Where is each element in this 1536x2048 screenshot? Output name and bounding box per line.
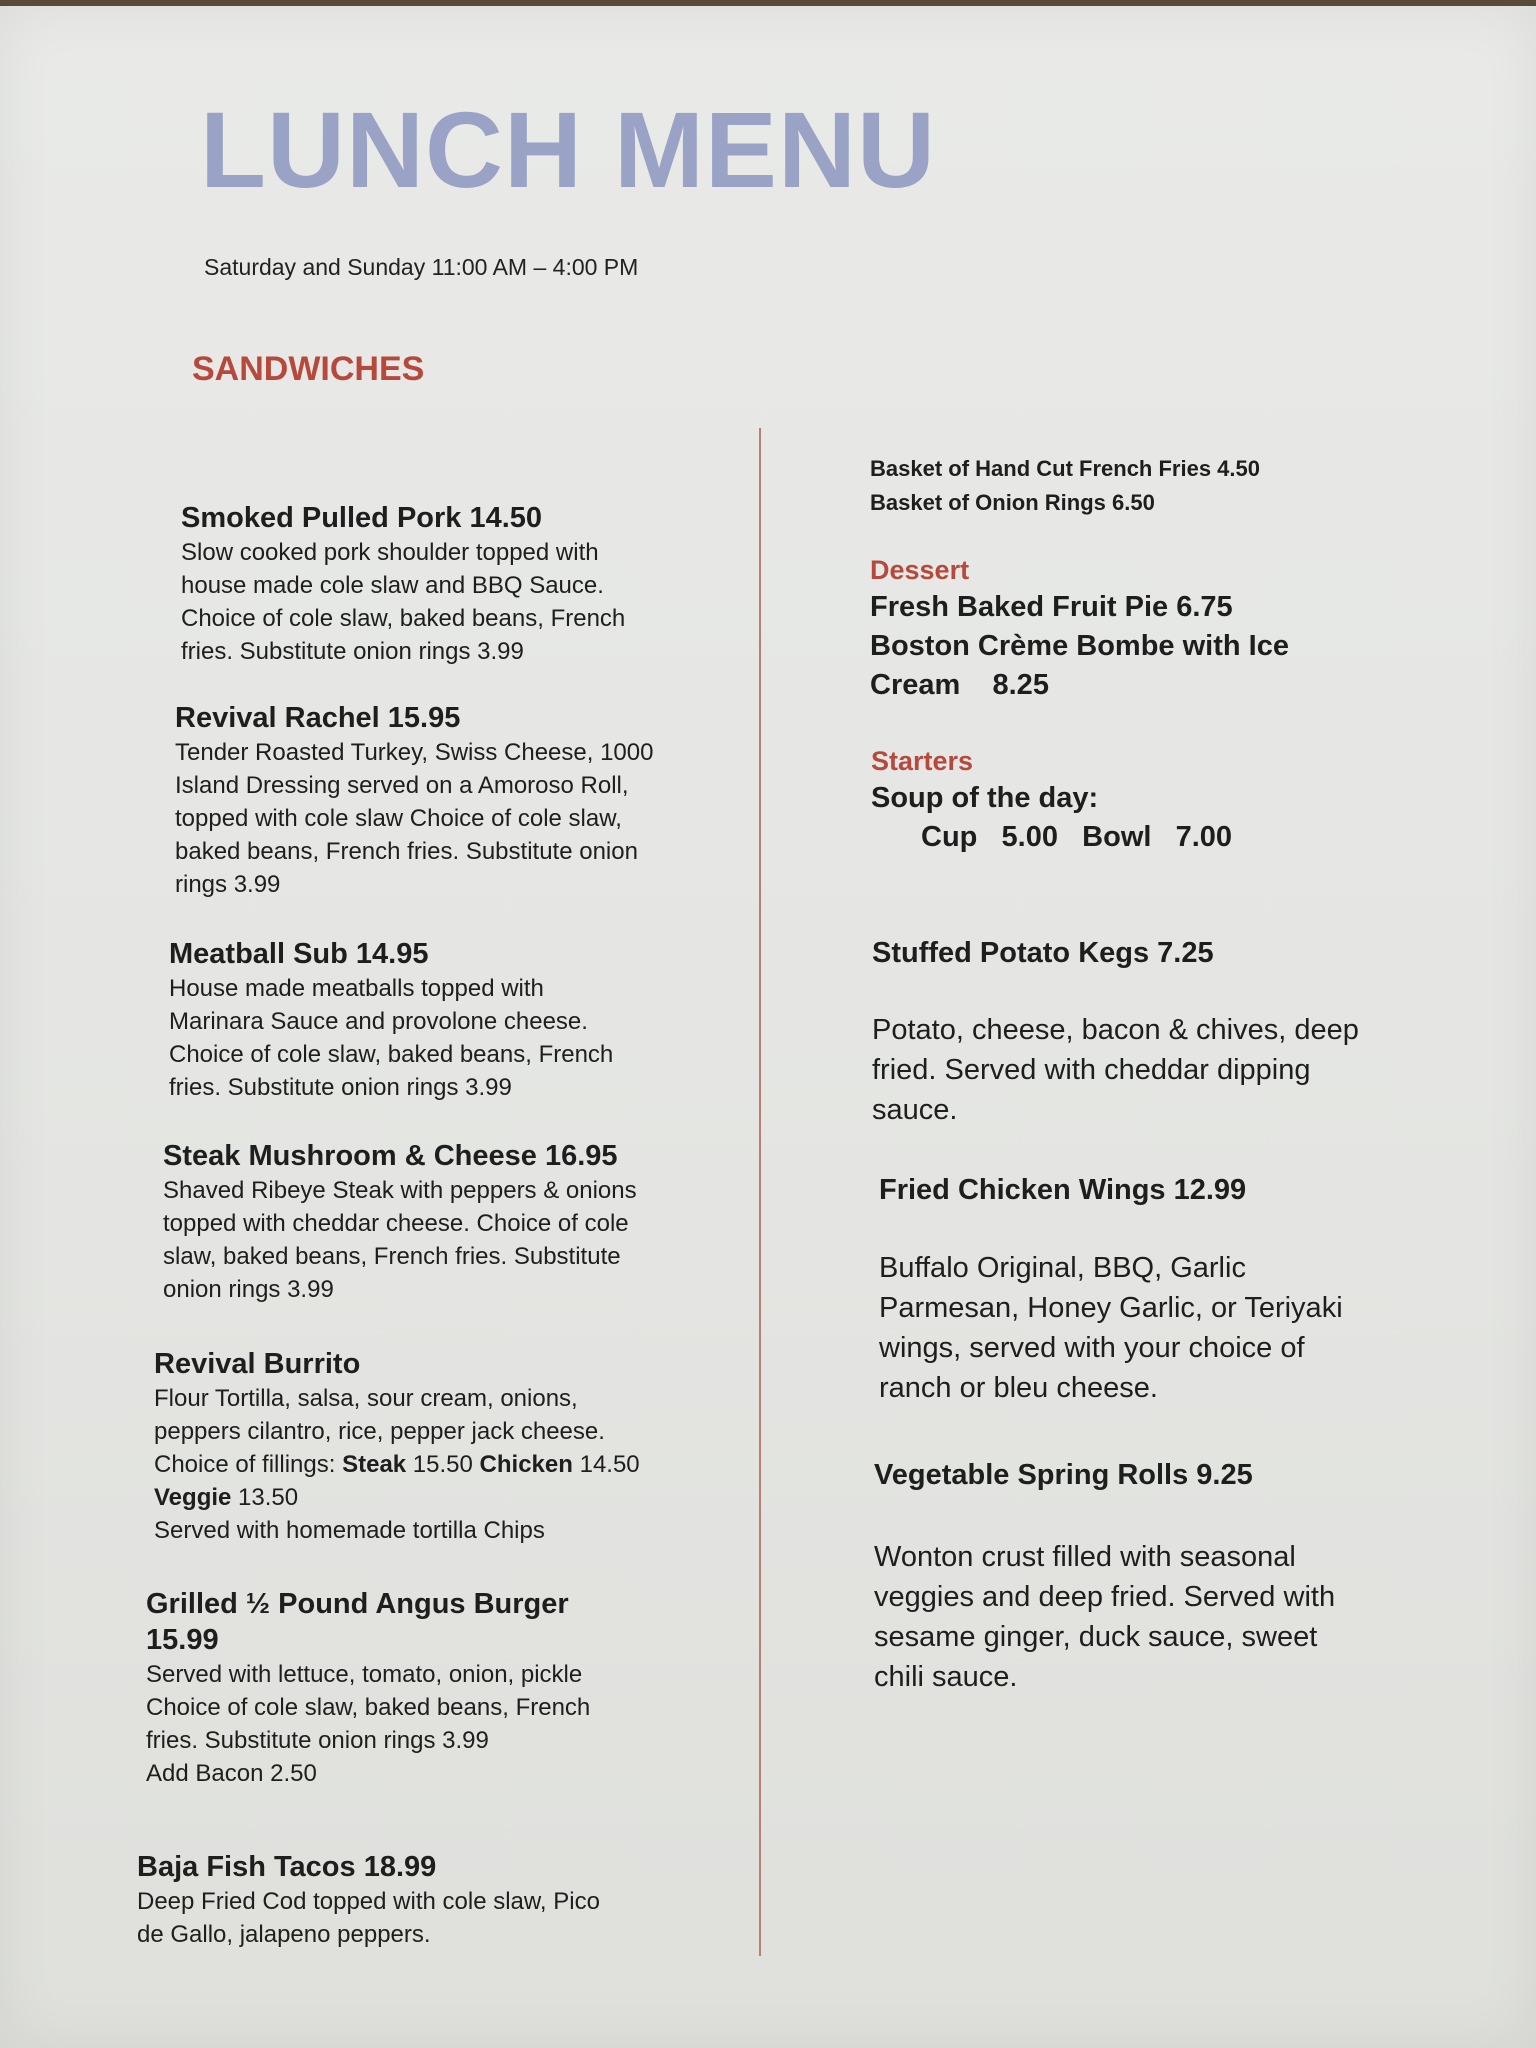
- desc-line: Marinara Sauce and provolone cheese.: [169, 1008, 588, 1035]
- item-description: [879, 1248, 1343, 1408]
- desc-line: Add Bacon 2.50: [146, 1760, 317, 1787]
- menu-item-revival-burrito: [154, 1346, 640, 1547]
- dessert-bombe: Boston Crème Bombe with Ice: [870, 630, 1289, 662]
- desc-line: Served with homemade tortilla Chips: [154, 1517, 545, 1544]
- soup-prices: Cup 5.00 Bowl 7.00: [921, 821, 1233, 853]
- fillings-prefix: Choice of fillings:: [154, 1451, 343, 1478]
- desc-line: baked beans, French fries. Substitute onion: [175, 838, 638, 865]
- filling-steak-price: 15.50: [406, 1451, 480, 1478]
- desc-line: peppers cilantro, rice, pepper jack cheese.: [154, 1418, 605, 1445]
- item-description: [169, 972, 613, 1104]
- desc-line: Choice of cole slaw, baked beans, French: [169, 1041, 614, 1068]
- filling-chicken-price: 14.50: [572, 1451, 640, 1478]
- desc-line: sesame ginger, duck sauce, sweet: [874, 1621, 1318, 1653]
- filling-steak-label: Steak: [342, 1451, 407, 1478]
- menu-title: LUNCH MENU: [200, 89, 936, 210]
- dessert-block: [870, 552, 1289, 705]
- soup-label: Soup of the day:: [871, 782, 1099, 814]
- menu-item-steak-mushroom-cheese: [163, 1138, 637, 1306]
- desc-line: Tender Roasted Turkey, Swiss Cheese, 1000: [175, 739, 654, 766]
- desc-line: Wonton crust filled with seasonal: [874, 1541, 1296, 1573]
- desc-line: Served with lettuce, tomato, onion, pickle: [146, 1661, 583, 1688]
- sides-block: [870, 452, 1260, 520]
- menu-item-revival-rachel: [175, 700, 653, 901]
- column-divider: [759, 428, 761, 1956]
- side-fries: Basket of Hand Cut French Fries 4.50: [870, 456, 1260, 481]
- desc-line: House made meatballs topped with: [169, 975, 544, 1002]
- desc-line: topped with cheddar cheese. Choice of cole: [163, 1210, 629, 1237]
- starter-chicken-wings: [879, 1171, 1343, 1408]
- desc-line: chili sauce.: [874, 1661, 1018, 1693]
- item-name: Fried Chicken Wings 12.99: [879, 1174, 1247, 1206]
- desc-line: rings 3.99: [175, 871, 281, 898]
- menu-item-baja-fish-tacos: [137, 1849, 600, 1951]
- item-description: [175, 736, 653, 901]
- item-name: Smoked Pulled Pork 14.50: [181, 502, 543, 534]
- item-name: Revival Burrito: [154, 1348, 361, 1380]
- desc-line: Flour Tortilla, salsa, sour cream, onions,: [154, 1385, 578, 1412]
- desc-line: house made cole slaw and BBQ Sauce.: [181, 572, 604, 599]
- item-name: Vegetable Spring Rolls 9.25: [874, 1459, 1253, 1491]
- item-name: Meatball Sub 14.95: [169, 938, 429, 970]
- starters-heading: Starters: [871, 746, 974, 776]
- menu-item-smoked-pulled-pork: [181, 500, 625, 668]
- item-description: [154, 1382, 640, 1547]
- sandwiches-heading: SANDWICHES: [192, 350, 425, 388]
- filling-veggie-label: Veggie: [154, 1484, 232, 1511]
- desc-line: fries. Substitute onion rings 3.99: [181, 638, 524, 665]
- menu-item-meatball-sub: [169, 936, 613, 1104]
- desc-line: wings, served with your choice of: [879, 1332, 1305, 1364]
- item-description: [163, 1174, 637, 1306]
- menu-item-angus-burger: [146, 1586, 590, 1790]
- starter-spring-rolls: [874, 1456, 1335, 1697]
- item-price: 15.99: [146, 1624, 219, 1656]
- filling-chicken-label: Chicken: [479, 1451, 573, 1478]
- desc-line: slaw, baked beans, French fries. Substitute: [163, 1243, 621, 1270]
- item-name: Stuffed Potato Kegs 7.25: [872, 937, 1214, 969]
- desc-line: de Gallo, jalapeno peppers.: [137, 1921, 431, 1948]
- item-description: [137, 1885, 600, 1951]
- side-onion-rings: Basket of Onion Rings 6.50: [870, 490, 1155, 515]
- desc-line: onion rings 3.99: [163, 1276, 334, 1303]
- desc-line: Buffalo Original, BBQ, Garlic: [879, 1252, 1246, 1284]
- menu-hours: Saturday and Sunday 11:00 AM – 4:00 PM: [204, 254, 639, 280]
- desc-line: Shaved Ribeye Steak with peppers & onions: [163, 1177, 637, 1204]
- dessert-heading: Dessert: [870, 555, 970, 585]
- item-description: [181, 536, 625, 668]
- starter-potato-kegs: [872, 934, 1359, 1130]
- desc-line: Slow cooked pork shoulder topped with: [181, 539, 599, 566]
- filling-veggie-price: 13.50: [231, 1484, 299, 1511]
- desc-line: fries. Substitute onion rings 3.99: [146, 1727, 489, 1754]
- item-name: Grilled ½ Pound Angus Burger: [146, 1588, 569, 1620]
- desc-line: Parmesan, Honey Garlic, or Teriyaki: [879, 1292, 1343, 1324]
- fillings-veggie-line: [154, 1481, 640, 1514]
- desc-line: Island Dressing served on a Amoroso Roll,: [175, 772, 629, 799]
- desc-line: Choice of cole slaw, baked beans, French: [181, 605, 626, 632]
- desc-line: Potato, cheese, bacon & chives, deep: [872, 1014, 1359, 1046]
- desc-line: ranch or bleu cheese.: [879, 1372, 1158, 1404]
- desc-line: fried. Served with cheddar dipping: [872, 1054, 1311, 1086]
- desc-line: fries. Substitute onion rings 3.99: [169, 1074, 512, 1101]
- fillings-line: [154, 1448, 640, 1481]
- item-description: [872, 1010, 1359, 1130]
- dessert-pie: Fresh Baked Fruit Pie 6.75: [870, 591, 1233, 623]
- desc-line: sauce.: [872, 1094, 958, 1126]
- desc-line: topped with cole slaw Choice of cole slaw,: [175, 805, 622, 832]
- desc-line: veggies and deep fried. Served with: [874, 1581, 1336, 1613]
- menu-paper: [0, 6, 1536, 2048]
- starters-block: [871, 743, 1232, 857]
- dessert-bombe-price: Cream 8.25: [870, 669, 1049, 701]
- desc-line: Deep Fried Cod topped with cole slaw, Pico: [137, 1888, 600, 1915]
- item-description: [874, 1537, 1335, 1697]
- item-description: [146, 1658, 590, 1790]
- item-name: Steak Mushroom & Cheese 16.95: [163, 1140, 618, 1172]
- item-name: Revival Rachel 15.95: [175, 702, 461, 734]
- item-name: Baja Fish Tacos 18.99: [137, 1851, 437, 1883]
- desc-line: Choice of cole slaw, baked beans, French: [146, 1694, 591, 1721]
